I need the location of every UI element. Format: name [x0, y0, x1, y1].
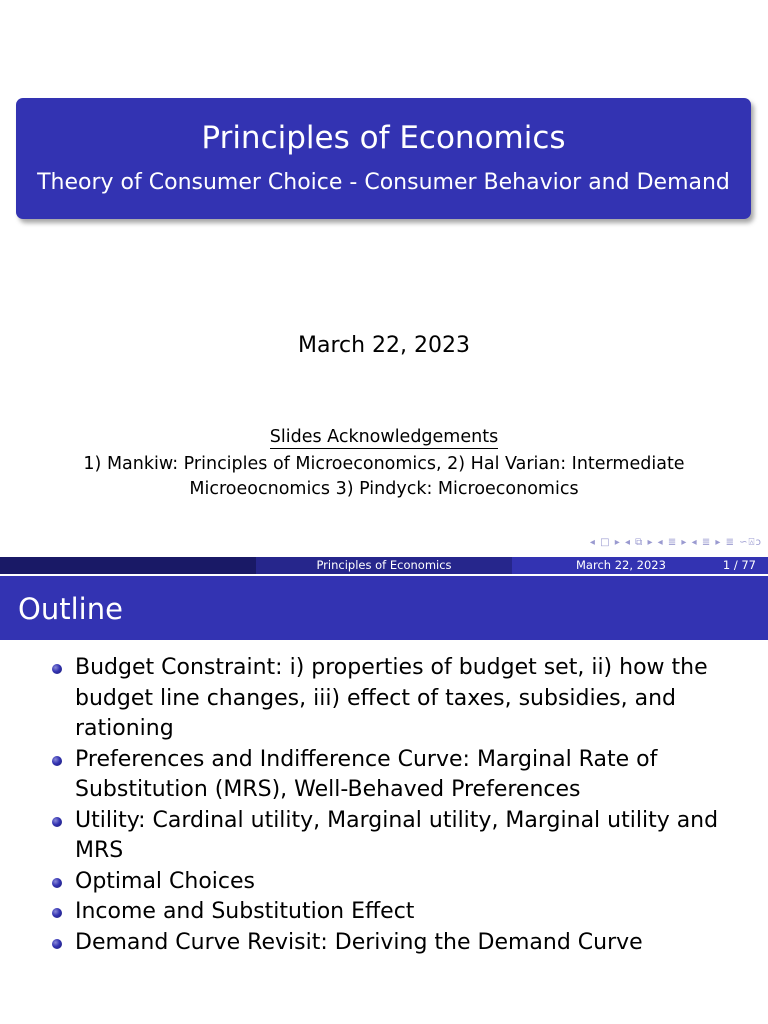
footer-title: Principles of Economics: [256, 557, 512, 574]
footer-date-page-segment: [512, 557, 768, 574]
list-item-text: Income and Substitution Effect: [75, 899, 415, 924]
title-block: [16, 98, 751, 219]
footer-date: March 22, 2023: [576, 558, 666, 572]
list-item-text: Preferences and Indifference Curve: Marginal Rate of Substitution (MRS), Well-Behaved Preferences: [75, 746, 658, 802]
list-item-text: Optimal Choices: [75, 868, 256, 894]
beamer-navigation-icons[interactable]: ◂ □ ▸ ◂ ⧉ ▸ ◂ ≣ ▸ ◂ ≣ ▸ ≣ ∽⍓ↄ: [589, 537, 762, 548]
presentation-subtitle: Theory of Consumer Choice - Consumer Behavior and Demand: [37, 170, 730, 195]
acknowledgements-body: 1) Mankiw: Principles of Microeconomics, 2) Hal Varian: Intermediate Microeocnomics 3) Pindyck: Microeconomics: [83, 454, 685, 499]
list-item-text: Budget Constraint: i) properties of budget set, ii) how the budget line changes, iii) effect of taxes, subsidies, and rationing: [75, 655, 708, 741]
list-item: [48, 928, 748, 959]
bullet-icon: [52, 878, 62, 888]
bullet-icon: [52, 939, 62, 949]
list-item-text: Demand Curve Revisit: Deriving the Demand Curve: [75, 929, 643, 955]
footer-page-number: 1 / 77: [722, 558, 756, 572]
bullet-icon: [52, 817, 62, 827]
list-item: [48, 806, 748, 867]
bullet-icon: [52, 664, 62, 674]
presentation-title: Principles of Economics: [201, 120, 566, 156]
outline-list: [48, 653, 748, 958]
acknowledgements-heading: [0, 427, 768, 447]
bullet-icon: [52, 908, 62, 918]
footer-bar: [0, 557, 768, 574]
acknowledgements-heading-text: Slides Acknowledgements: [269, 427, 499, 447]
footer-author-segment: [0, 557, 256, 574]
list-item: [48, 653, 748, 745]
list-item: [48, 867, 748, 898]
bullet-icon: [52, 756, 62, 766]
frame-title: Outline: [18, 592, 123, 626]
list-item: [48, 745, 748, 806]
frame-title-bar: [0, 576, 768, 640]
list-item: [48, 897, 748, 928]
list-item-text: Utility: Cardinal utility, Marginal utility, Marginal utility and MRS: [75, 807, 719, 863]
presentation-date: March 22, 2023: [297, 333, 471, 358]
